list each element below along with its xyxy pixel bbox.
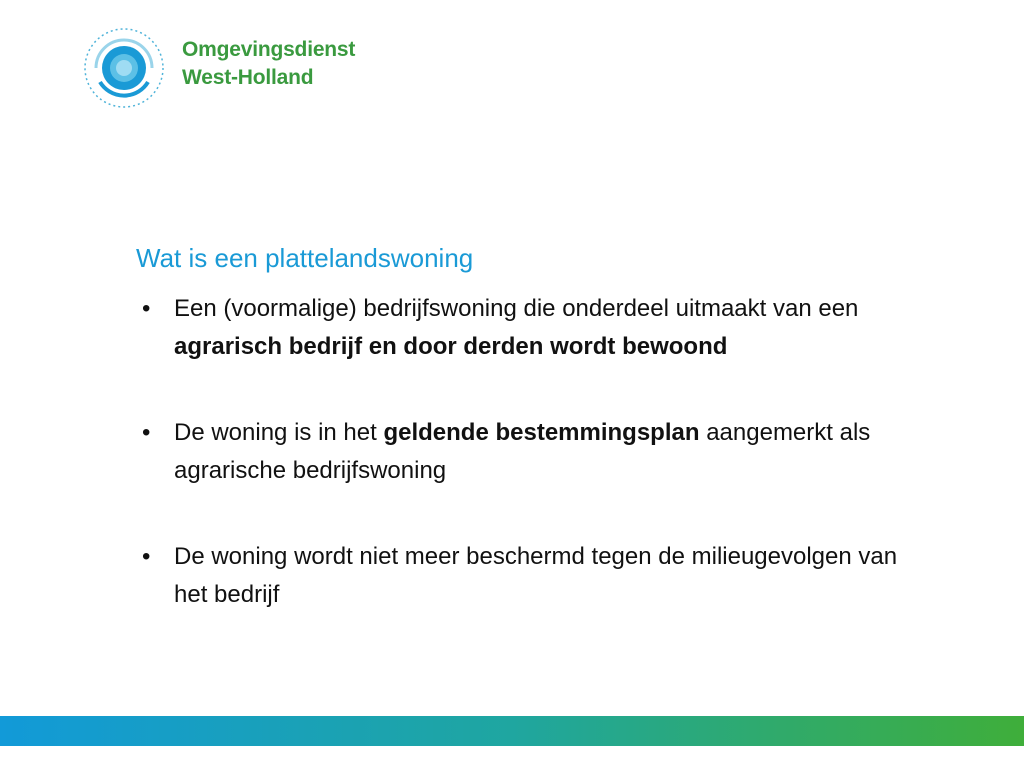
org-name-line-2: West-Holland (182, 66, 314, 89)
bullet-dot: • (142, 543, 151, 570)
org-name-line-1: Omgevingsdienst (182, 38, 356, 61)
bullet-2-text: De woning is in het (174, 419, 384, 446)
slide-title: Wat is een plattelandswoning (136, 243, 474, 273)
bullet-1-text: Een (voormalige) bedrijfswoning die onderdeel uitmaakt van een (174, 295, 859, 322)
bullet-item-1 (136, 290, 916, 366)
bullet-item-3 (136, 538, 916, 614)
bullet-item-2 (136, 414, 916, 490)
organization-logo (82, 26, 382, 116)
logo-circle-icon (82, 26, 172, 116)
bullet-2-bold-text: geldende bestemmingsplan (383, 419, 700, 446)
bullet-dot: • (142, 295, 151, 322)
bullet-3-text: De woning wordt niet meer beschermd tegen de milieugevolgen van het bedrijf (174, 543, 898, 608)
bullet-list (136, 290, 916, 614)
bullet-1-bold-text: agrarisch bedrijf en door derden wordt bewoond (174, 333, 728, 360)
footer-gradient-bar (0, 716, 1024, 746)
organization-name (182, 36, 355, 92)
bullet-2-text-end: aangemerkt als agrarische bedrijfswoning (174, 419, 871, 484)
bullet-dot: • (142, 419, 151, 446)
